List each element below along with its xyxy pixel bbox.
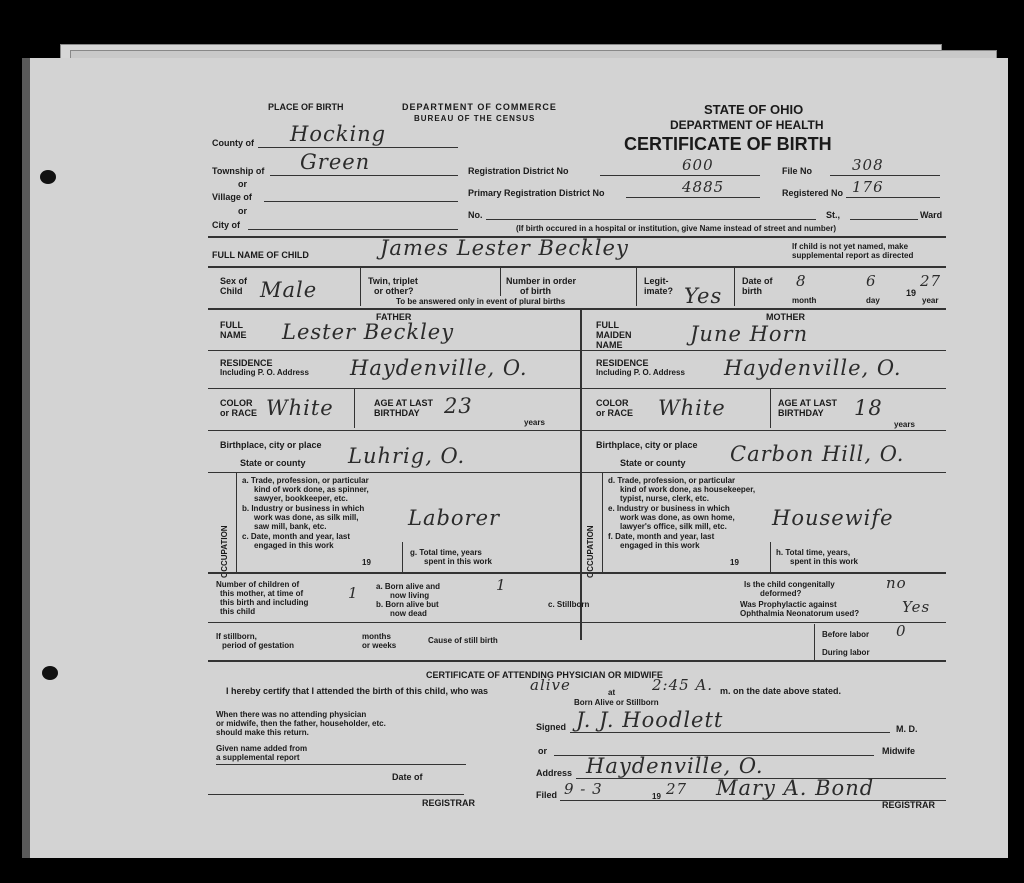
occ-e-label: work was done, as own home, bbox=[620, 513, 735, 522]
reg-district-value: 600 bbox=[682, 156, 714, 174]
township-label: Township of bbox=[212, 166, 265, 176]
child-name-value: James Lester Beckley bbox=[380, 236, 629, 260]
before-labor-value: 0 bbox=[896, 622, 907, 640]
children-label: this birth and including bbox=[220, 598, 309, 607]
street-label: St., bbox=[826, 210, 841, 220]
father-age-label: BIRTHDAY bbox=[374, 408, 420, 418]
year-prefix: 19 bbox=[906, 288, 917, 298]
born-dead-label: b. Born alive but bbox=[376, 600, 439, 609]
father-age-label: AGE AT LAST bbox=[374, 398, 433, 408]
stillborn-label: c. Stillborn bbox=[548, 600, 590, 609]
md-label: M. D. bbox=[896, 724, 918, 734]
deformed-label: Is the child congenitally bbox=[744, 580, 835, 589]
born-alive-value: 1 bbox=[496, 576, 507, 594]
children-label: this child bbox=[220, 607, 256, 616]
dob-label: Date of bbox=[742, 276, 773, 286]
occ-a-label: kind of work done, as spinner, bbox=[254, 485, 369, 494]
children-label: this mother, at time of bbox=[220, 589, 304, 598]
mother-state-label: State or county bbox=[620, 458, 686, 468]
reg-district-label: Registration District No bbox=[468, 166, 569, 176]
signed-label: Signed bbox=[536, 722, 567, 732]
occ-g-label: spent in this work bbox=[424, 557, 493, 566]
county-value: Hocking bbox=[290, 122, 387, 146]
dept-health-heading: DEPARTMENT OF HEALTH bbox=[670, 118, 824, 132]
born-dead-label: now dead bbox=[390, 609, 427, 618]
dept-commerce: DEPARTMENT OF COMMERCE bbox=[402, 102, 557, 112]
prophylactic-label: Was Prophylactic against bbox=[740, 600, 837, 609]
occ-year-prefix: 19 bbox=[362, 558, 371, 567]
mother-birthplace-value: Carbon Hill, O. bbox=[730, 442, 905, 466]
no-attendant-note: or midwife, then the father, householder, etc. bbox=[216, 719, 386, 728]
legitimate-label: imate? bbox=[644, 286, 674, 296]
given-name-label: Given name added from bbox=[216, 744, 308, 753]
address-value: Haydenville, O. bbox=[586, 754, 764, 778]
unnamed-note: If child is not yet named, make bbox=[792, 242, 909, 251]
mother-occupation-value: Housewife bbox=[772, 506, 894, 530]
occ-h-label: h. Total time, years, bbox=[776, 548, 851, 557]
dob-day: 6 bbox=[866, 272, 877, 290]
mother-residence-label: RESIDENCE bbox=[596, 358, 649, 368]
unnamed-note: supplemental report as directed bbox=[792, 251, 914, 260]
occ-e-label: lawyer's office, silk mill, etc. bbox=[620, 522, 727, 531]
father-color-value: White bbox=[266, 396, 334, 420]
ward-label: Ward bbox=[920, 210, 943, 220]
birth-time: 2:45 A. bbox=[652, 676, 714, 694]
deformed-label: deformed? bbox=[760, 589, 802, 598]
father-occupation-value: Laborer bbox=[408, 506, 501, 530]
stillborn-period-label: period of gestation bbox=[222, 641, 294, 650]
occ-g-label: g. Total time, years bbox=[410, 548, 482, 557]
occ-a-label: a. Trade, profession, or particular bbox=[242, 476, 369, 485]
birth-status: alive bbox=[530, 676, 571, 694]
occ-b-label: work was done, as silk mill, bbox=[254, 513, 359, 522]
occ-d-label: typist, nurse, clerk, etc. bbox=[620, 494, 709, 503]
address-label: Address bbox=[536, 768, 573, 778]
year-label: year bbox=[922, 296, 939, 305]
occ-d-label: kind of work done, as housekeeper, bbox=[620, 485, 756, 494]
signed-value: J. J. Hoodlett bbox=[576, 708, 724, 732]
mother-maiden-label: MAIDEN bbox=[596, 330, 632, 340]
years-label: years bbox=[524, 418, 545, 427]
file-no-label: File No bbox=[782, 166, 813, 176]
certify-text: I hereby certify that I attended the birth of this child, who was bbox=[226, 686, 489, 696]
prophylactic-label: Ophthalmia Neonatorum used? bbox=[740, 609, 860, 618]
mother-age-value: 18 bbox=[854, 396, 883, 420]
father-race-label: or RACE bbox=[220, 408, 258, 418]
father-po-label: Including P. O. Address bbox=[220, 368, 309, 377]
before-labor-label: Before labor bbox=[822, 630, 870, 639]
given-name-label: a supplemental report bbox=[216, 753, 300, 762]
filed-year: 27 bbox=[666, 780, 688, 798]
weeks-label: or weeks bbox=[362, 641, 397, 650]
attending-heading: CERTIFICATE OF ATTENDING PHYSICIAN OR MIDWIFE bbox=[426, 670, 663, 680]
m-label: m. on the date above stated. bbox=[720, 686, 842, 696]
occ-f-label: engaged in this work bbox=[620, 541, 700, 550]
mother-age-label: BIRTHDAY bbox=[778, 408, 824, 418]
dob-year: 27 bbox=[920, 272, 942, 290]
city-label: City of bbox=[212, 220, 240, 230]
twin-label: or other? bbox=[374, 286, 414, 296]
mother-race-label: or RACE bbox=[596, 408, 634, 418]
mother-occupation-label: OCCUPATION bbox=[586, 525, 595, 578]
state-heading: STATE OF OHIO bbox=[704, 102, 804, 117]
month-label: month bbox=[792, 296, 817, 305]
occ-d-label: d. Trade, profession, or particular bbox=[608, 476, 736, 485]
prophylactic-value: Yes bbox=[902, 598, 931, 616]
occ-e-label: e. Industry or business in which bbox=[608, 504, 730, 513]
mother-age-label: AGE AT LAST bbox=[778, 398, 837, 408]
punch-hole bbox=[42, 666, 58, 680]
legitimate-value: Yes bbox=[684, 284, 723, 308]
mother-residence-value: Haydenville, O. bbox=[724, 356, 902, 380]
cause-label: Cause of still birth bbox=[428, 636, 498, 645]
father-name-label: NAME bbox=[220, 330, 247, 340]
or-label: or bbox=[538, 746, 547, 756]
father-full-label: FULL bbox=[220, 320, 243, 330]
or-label: or bbox=[238, 179, 247, 189]
or-label: or bbox=[238, 206, 247, 216]
father-birthplace-value: Luhrig, O. bbox=[348, 444, 466, 468]
mother-color-value: White bbox=[658, 396, 726, 420]
plural-note: To be answered only in event of plural births bbox=[396, 297, 566, 306]
day-label: day bbox=[866, 296, 880, 305]
occ-year-prefix: 19 bbox=[730, 558, 739, 567]
dob-label: birth bbox=[742, 286, 762, 296]
father-color-label: COLOR bbox=[220, 398, 253, 408]
father-name-value: Lester Beckley bbox=[282, 320, 455, 344]
no-attendant-note: should make this return. bbox=[216, 728, 309, 737]
born-alive-label: now living bbox=[390, 591, 430, 600]
father-state-label: State or county bbox=[240, 458, 306, 468]
occ-f-label: f. Date, month and year, last bbox=[608, 532, 715, 541]
birth-certificate bbox=[22, 58, 1008, 858]
hospital-note: (If birth occured in a hospital or institution, give Name instead of street and number) bbox=[516, 224, 837, 233]
filed-label: Filed bbox=[536, 790, 558, 800]
dob-month: 8 bbox=[796, 272, 807, 290]
midwife-label: Midwife bbox=[882, 746, 915, 756]
mother-name-label: NAME bbox=[596, 340, 623, 350]
mother-color-label: COLOR bbox=[596, 398, 629, 408]
occ-b-label: b. Industry or business in which bbox=[242, 504, 365, 513]
village-label: Village of bbox=[212, 192, 252, 202]
bureau-census: BUREAU OF THE CENSUS bbox=[414, 114, 536, 123]
born-alive-note: Born Alive or Stillborn bbox=[574, 698, 659, 707]
legitimate-label: Legit- bbox=[644, 276, 669, 286]
sex-value: Male bbox=[260, 278, 318, 302]
father-residence-value: Haydenville, O. bbox=[350, 356, 528, 380]
occ-a-label: sawyer, bookkeeper, etc. bbox=[254, 494, 348, 503]
mother-name-value: June Horn bbox=[690, 322, 809, 346]
stillborn-period-label: If stillborn, bbox=[216, 632, 257, 641]
during-labor-label: During labor bbox=[822, 648, 870, 657]
registered-no-value: 176 bbox=[852, 178, 884, 196]
filed-date: 9 - 3 bbox=[564, 780, 603, 798]
certificate-title: CERTIFICATE OF BIRTH bbox=[624, 134, 832, 154]
occ-c-label: c. Date, month and year, last bbox=[242, 532, 351, 541]
father-heading: FATHER bbox=[376, 312, 412, 322]
father-birthplace-label: Birthplace, city or place bbox=[220, 440, 322, 450]
registrar-label-left: REGISTRAR bbox=[422, 798, 476, 808]
twin-label: Twin, triplet bbox=[368, 276, 418, 286]
occ-h-label: spent in this work bbox=[790, 557, 859, 566]
date-of-label: Date of bbox=[392, 772, 423, 782]
order-label: Number in order bbox=[506, 276, 577, 286]
deformed-value: no bbox=[886, 574, 907, 592]
at-label: at bbox=[608, 688, 616, 697]
order-label: of birth bbox=[520, 286, 551, 296]
mother-heading: MOTHER bbox=[766, 312, 805, 322]
sex-label: Child bbox=[220, 286, 243, 296]
mother-po-label: Including P. O. Address bbox=[596, 368, 685, 377]
primary-district-value: 4885 bbox=[682, 178, 725, 196]
children-label: Number of children of bbox=[216, 580, 300, 589]
township-value: Green bbox=[300, 150, 371, 174]
file-no-value: 308 bbox=[852, 156, 884, 174]
child-name-label: FULL NAME OF CHILD bbox=[212, 250, 309, 260]
filed-year-prefix: 19 bbox=[652, 792, 661, 801]
place-of-birth-heading: PLACE OF BIRTH bbox=[268, 102, 344, 112]
registrar-label: REGISTRAR bbox=[882, 800, 936, 810]
years-label: years bbox=[894, 420, 915, 429]
registered-no-label: Registered No bbox=[782, 188, 844, 198]
father-age-value: 23 bbox=[444, 394, 473, 418]
no-attendant-note: When there was no attending physician bbox=[216, 710, 367, 719]
children-total: 1 bbox=[348, 584, 359, 602]
county-label: County of bbox=[212, 138, 254, 148]
occ-b-label: saw mill, bank, etc. bbox=[254, 522, 327, 531]
punch-hole bbox=[40, 170, 56, 184]
primary-district-label: Primary Registration District No bbox=[468, 188, 605, 198]
mother-birthplace-label: Birthplace, city or place bbox=[596, 440, 698, 450]
no-label: No. bbox=[468, 210, 483, 220]
registrar-signature: Mary A. Bond bbox=[716, 776, 875, 800]
born-alive-label: a. Born alive and bbox=[376, 582, 441, 591]
months-label: months bbox=[362, 632, 391, 641]
sex-label: Sex of bbox=[220, 276, 248, 286]
occ-c-label: engaged in this work bbox=[254, 541, 334, 550]
mother-full-label: FULL bbox=[596, 320, 619, 330]
father-occupation-label: OCCUPATION bbox=[220, 525, 229, 578]
father-residence-label: RESIDENCE bbox=[220, 358, 273, 368]
